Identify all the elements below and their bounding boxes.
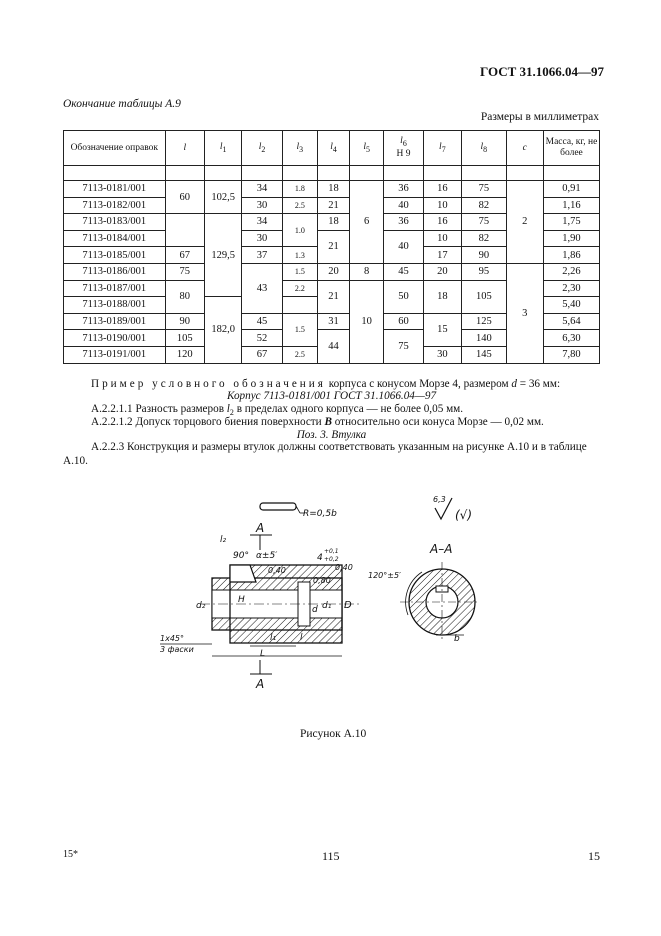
L-label: L [260,649,266,659]
l-label: l [300,633,303,643]
header-l3: $l_3$ [282,131,317,166]
paragraph-a223: А.2.2.3 Конструкция и размеры втулок должны соответствовать указанным на рисунке А.10 и в таблице А.10. [63,441,587,467]
spacer-row [64,166,600,181]
roughness-040-b: 0,40 [335,563,353,572]
header-l8: $l_8$ [462,131,507,166]
key-detail [260,503,305,513]
tolerance-label: 4 [317,553,323,563]
figure-caption: Рисунок А.10 [300,728,367,740]
table-header-row [64,131,600,166]
header-l2: $l_2$ [242,131,282,166]
table-row: 7113-0182/001 30 2.5 21 40 10 82 1,16 [64,197,600,214]
l1-label: l₁ [270,633,277,643]
header-l1: $l_1$ [204,131,241,166]
example-code: Корпус 7113-0181/001 ГОСТ 31.1066.04—97 [226,390,437,402]
header-l6: $l_6$ H 9 [384,131,423,166]
chamfer-label: 1x45° [160,634,185,643]
units-note: Размеры в миллиметрах [480,111,599,123]
chamfer-note: 3 фаски [160,645,194,654]
table-row: 7113-0185/001 67 37 1.3 17 90 1,86 [64,247,600,264]
h-label: H [238,595,245,605]
example-paragraph: Пример условного обозначения корпуса с конусом Морзе 4, размером d = 36 мм: [91,378,561,390]
header-mass: Масса, кг, не более [543,131,599,166]
roughness-paren: (√) [455,508,473,522]
b-label: b [454,634,460,644]
angle120-label: 120°±5′ [368,571,401,580]
angle90-label: 90° [233,551,249,561]
table-row: 7113-0191/001 120 67 2.5 30 145 7,80 [64,346,600,363]
roughness-080: 0,80 [313,576,331,585]
tolerance-up: +0,1 [324,548,339,555]
d2-label: d₂ [196,601,206,611]
roughness-value: 6,3 [433,495,446,504]
roughness-040-a: 0,40 [268,566,286,575]
table-row: 7113-0181/001 60 102,5 34 1.8 18 6 36 16 75 2 0,91 [64,181,600,198]
view-a-bottom: A [256,677,265,691]
dimensions-table [63,130,600,364]
table-row: 7113-0184/001 30 21 40 10 82 1,90 [64,230,600,247]
paragraph-a2211: А.2.2.1.1 Разность размеров $l_2$ в пределах одного корпуса — не более 0,05 мм. [91,403,464,418]
header-l7: $l_7$ [423,131,461,166]
table-row: 7113-0183/001 129,5 34 1.0 18 36 16 75 1,75 [64,214,600,231]
header-l4: $l_4$ [317,131,349,166]
table-row: 7113-0189/001 90 45 1.5 31 60 15 125 5,64 [64,313,600,330]
footer-left: 15* [63,849,78,860]
table-caption: Окончание таблицы А.9 [63,98,181,110]
table-row: 7113-0188/001 182,0 5,40 [64,297,600,314]
page-number-right: 15 [588,849,600,863]
header-l: l [165,131,204,166]
position-heading: Поз. 3. Втулка [296,429,367,441]
section-a-a [400,562,480,642]
section-label: A–A [430,542,453,556]
radius-label: R=0,5b [303,509,337,519]
header-designation: Обозначение оправок [64,131,166,166]
view-a-top: A [256,521,265,535]
page-number-center: 115 [322,849,340,863]
header-c: c [506,131,543,166]
table-row: 7113-0186/001 75 43 1.5 20 8 45 20 95 3 2,26 [64,263,600,280]
table-row: 7113-0190/001 105 52 44 75 140 6,30 [64,330,600,347]
bushing-drawing [160,490,500,695]
paragraph-a2212: А.2.2.1.2 Допуск торцового биения поверхности В относительно оси конуса Морзе — 0,02 мм. [91,416,544,428]
table-row: 7113-0187/001 80 2.2 21 10 50 18 105 2,30 [64,280,600,297]
D-label: D [344,600,352,611]
tolerance-down: +0,2 [324,556,339,563]
d-label: d [312,605,318,615]
header-l5: $l_5$ [350,131,384,166]
d1-label: d₁ [322,601,332,611]
l2-label: l₂ [220,535,227,545]
document-code: ГОСТ 31.1066.04—97 [480,64,605,79]
alpha-label: α±5′ [256,551,278,561]
bushing-section [200,565,360,643]
